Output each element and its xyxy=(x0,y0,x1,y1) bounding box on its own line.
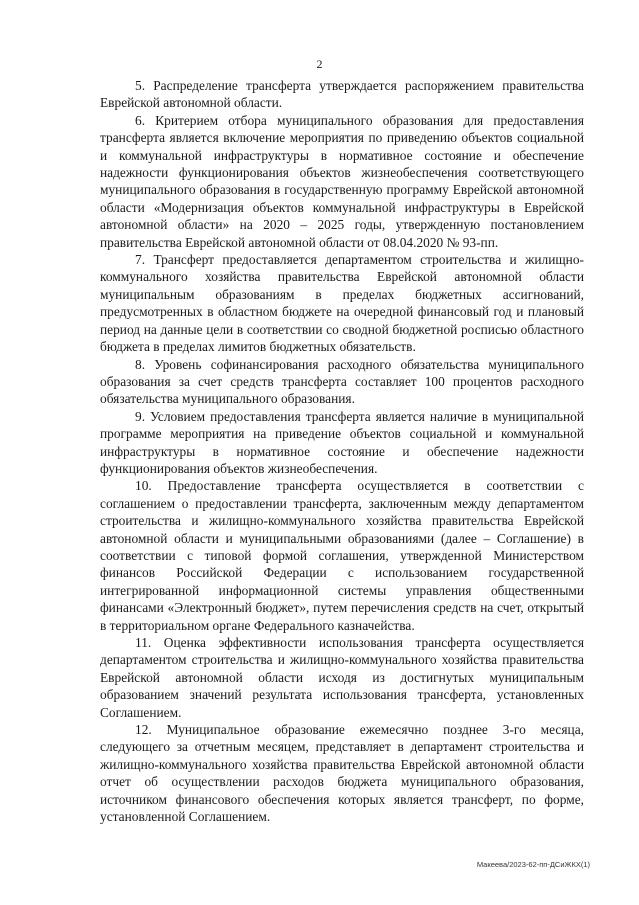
paragraph-5-transfer-distribution: 5. Распределение трансферта утверждается распоряжением правительства Еврейской автономной области. xyxy=(100,78,584,111)
document-body xyxy=(100,77,584,825)
paragraph-8-cofinancing-level: 8. Уровень софинансирования расходного обязательства муниципального образования за счет средств трансферта составляет 100 процентов расходного обязательства муниципального образования. xyxy=(100,356,584,407)
paragraph-12-monthly-report: 12. Муниципальное образование ежемесячно позднее 3-го месяца, следующего за отчетным месяцем, представляет в департамент строительства и жилищно-коммунального хозяйства правительства Еврейской автономной области отчет об осуществлении расходов бюджета муниципального образования, источником финансового обеспечения которых является трансферт, по форме, установленной Соглашением. xyxy=(100,722,584,825)
paragraph-10-agreement: 10. Предоставление трансферта осуществляется в соответствии с соглашением о предоставлении трансферта, заключенным между департаментом строительства и жилищно-коммунального хозяйства правительства Еврейской автономной области и муниципальными образованиями (далее – Соглашение) в соответствии с типовой формой соглашения, утвержденной Министерством финансов Российской Федерации с использованием государственной интегрированной информационной системы управления общественными финансами «Электронный бюджет», путем перечисления средств на счет, открытый в территориальном органе Федерального казначейства. xyxy=(100,478,584,633)
paragraph-6-selection-criterion: 6. Критерием отбора муниципального образования для предоставления трансферта является включение мероприятия по приведению объектов социальной и коммунальной инфраструктуры в нормативное состояние и обеспечение надежности функционирования объектов жизнеобеспечения соответствующего муниципального образования в государственную программу Еврейской автономной области «Модернизация объектов коммунальной инфраструктуры в Еврейской автономной области» на 2020 – 2025 годы, утвержденную постановлением правительства Еврейской автономной области от 08.04.2020 № 93-пп. xyxy=(100,112,584,250)
document-footer-code: Макеева/2023-62-пп-ДСиЖКХ(1) xyxy=(476,860,590,869)
paragraph-11-efficiency-assessment: 11. Оценка эффективности использования трансферта осуществляется департаментом строительства и жилищно-коммунального хозяйства правительства Еврейской автономной области исходя из достигнутых муниципальным образованием значений результата использования трансферта, установленных Соглашением. xyxy=(100,635,584,720)
paragraph-9-provision-condition: 9. Условием предоставления трансферта является наличие в муниципальной программе мероприятия на приведение объектов социальной и коммунальной инфраструктуры в нормативное состояние и обеспечение надежности функционирования объектов жизнеобеспечения. xyxy=(100,408,584,476)
paragraph-7-transfer-provision: 7. Трансферт предоставляется департаментом строительства и жилищно-коммунального хозяйства правительства Еврейской автономной области муниципальным образованиям в пределах бюджетных ассигнований, предусмотренных в областном бюджете на очередной финансовый год и плановый период на данные цели в соответствии со сводной бюджетной росписью областного бюджета в пределах лимитов бюджетных обязательств. xyxy=(100,252,584,355)
page-number: 2 xyxy=(316,57,323,71)
